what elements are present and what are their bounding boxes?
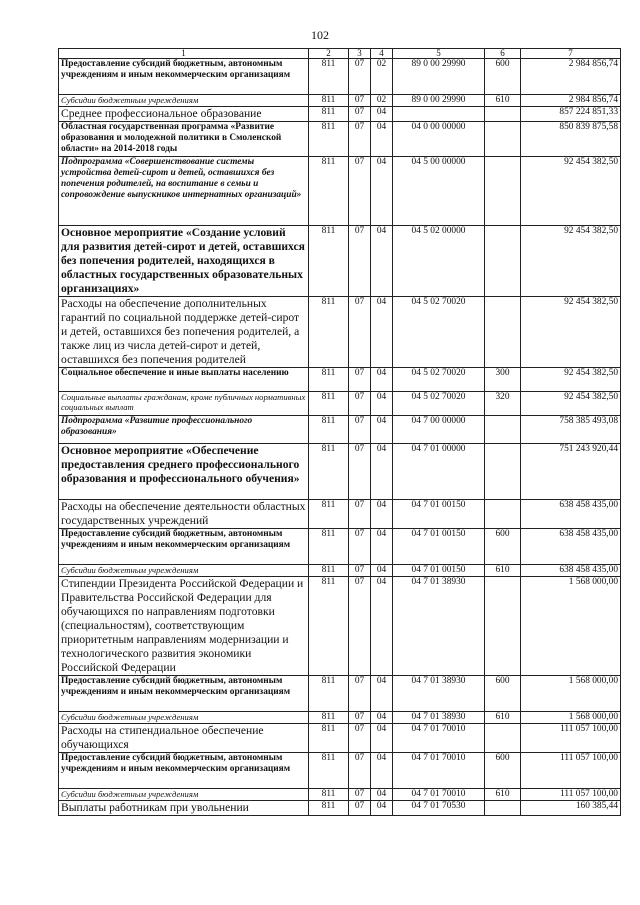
section-code-cell: 07 [349, 416, 371, 444]
row-name-cell: Социальное обеспечение и иные выплаты населению [59, 368, 309, 392]
expense-type-cell [485, 444, 521, 500]
row-name-cell: Подпрограмма «Совершенствование системы устройства детей-сирот и детей, оставшихся без попечения родителей, на воспитание в семьи и сопровождение выпускников интернатных организаций» [59, 157, 309, 226]
section-code-cell: 07 [349, 789, 371, 801]
table-row [59, 789, 621, 801]
subsection-code-cell: 04 [371, 724, 393, 753]
row-name-cell: Расходы на стипендиальное обеспечение обучающихся [59, 724, 309, 753]
row-name-cell: Субсидии бюджетным учреждениям [59, 95, 309, 107]
subsection-code-cell: 04 [371, 444, 393, 500]
expense-type-cell [485, 107, 521, 122]
subsection-code-cell: 04 [371, 122, 393, 157]
row-name-cell: Субсидии бюджетным учреждениям [59, 712, 309, 724]
expense-type-cell: 600 [485, 676, 521, 712]
section-code-cell: 07 [349, 676, 371, 712]
header-cell: 1 [59, 49, 309, 59]
section-code-cell: 07 [349, 59, 371, 95]
amount-cell: 92 454 382,50 [521, 392, 621, 416]
header-cell: 6 [485, 49, 521, 59]
ministry-code-cell: 811 [309, 565, 349, 577]
ministry-code-cell: 811 [309, 122, 349, 157]
expense-type-cell [485, 226, 521, 297]
ministry-code-cell: 811 [309, 95, 349, 107]
ministry-code-cell: 811 [309, 297, 349, 368]
amount-cell: 638 458 435,00 [521, 500, 621, 529]
ministry-code-cell: 811 [309, 712, 349, 724]
table-row [59, 392, 621, 416]
subsection-code-cell: 04 [371, 368, 393, 392]
section-code-cell: 07 [349, 565, 371, 577]
expense-type-cell: 300 [485, 368, 521, 392]
row-name-cell: Социальные выплаты гражданам, кроме публичных нормативных социальных выплат [59, 392, 309, 416]
target-article-cell: 04 7 01 00150 [393, 565, 485, 577]
budget-table [58, 48, 621, 816]
target-article-cell: 89 0 00 29990 [393, 59, 485, 95]
target-article-cell: 04 7 01 38930 [393, 712, 485, 724]
section-code-cell: 07 [349, 95, 371, 107]
target-article-cell: 04 7 01 70010 [393, 724, 485, 753]
row-name-cell: Расходы на обеспечение деятельности областных государственных учреждений [59, 500, 309, 529]
table-row [59, 444, 621, 500]
table-row [59, 529, 621, 565]
amount-cell: 111 057 100,00 [521, 753, 621, 789]
row-name-cell: Выплаты работникам при увольнении [59, 801, 309, 816]
amount-cell: 160 385,44 [521, 801, 621, 816]
row-name-cell: Среднее профессиональное образование [59, 107, 309, 122]
table-row [59, 801, 621, 816]
section-code-cell: 07 [349, 753, 371, 789]
page-number: 102 [311, 28, 329, 42]
table-row [59, 297, 621, 368]
table-row [59, 226, 621, 297]
subsection-code-cell: 04 [371, 789, 393, 801]
expense-type-cell [485, 416, 521, 444]
expense-type-cell [485, 500, 521, 529]
subsection-code-cell: 04 [371, 416, 393, 444]
section-code-cell: 07 [349, 529, 371, 565]
ministry-code-cell: 811 [309, 724, 349, 753]
row-name-cell: Основное мероприятие «Создание условий для развития детей-сирот и детей, оставшихся без попечения родителей, находящихся в областных государственных образовательных организациях» [59, 226, 309, 297]
expense-type-cell: 610 [485, 95, 521, 107]
row-name-cell: Предоставление субсидий бюджетным, автономным учреждениям и иным некоммерческим организациям [59, 753, 309, 789]
target-article-cell: 04 0 00 00000 [393, 122, 485, 157]
section-code-cell: 07 [349, 444, 371, 500]
row-name-cell: Основное мероприятие «Обеспечение предоставления среднего профессионального образования и профессионального обучения» [59, 444, 309, 500]
subsection-code-cell: 04 [371, 565, 393, 577]
section-code-cell: 07 [349, 500, 371, 529]
ministry-code-cell: 811 [309, 392, 349, 416]
target-article-cell: 04 5 02 70020 [393, 392, 485, 416]
expense-type-cell [485, 724, 521, 753]
subsection-code-cell: 04 [371, 107, 393, 122]
amount-cell: 850 839 875,58 [521, 122, 621, 157]
target-article-cell: 04 7 01 38930 [393, 577, 485, 676]
row-name-cell: Предоставление субсидий бюджетным, автономным учреждениям и иным некоммерческим организациям [59, 676, 309, 712]
header-cell: 3 [349, 49, 371, 59]
amount-cell: 2 984 856,74 [521, 59, 621, 95]
ministry-code-cell: 811 [309, 500, 349, 529]
expense-type-cell: 600 [485, 753, 521, 789]
target-article-cell: 04 7 01 00150 [393, 529, 485, 565]
expense-type-cell: 600 [485, 529, 521, 565]
ministry-code-cell: 811 [309, 789, 349, 801]
header-cell: 2 [309, 49, 349, 59]
amount-cell: 1 568 000,00 [521, 676, 621, 712]
target-article-cell [393, 107, 485, 122]
table-row [59, 565, 621, 577]
ministry-code-cell: 811 [309, 107, 349, 122]
amount-cell: 92 454 382,50 [521, 157, 621, 226]
ministry-code-cell: 811 [309, 444, 349, 500]
expense-type-cell [485, 157, 521, 226]
row-name-cell: Предоставление субсидий бюджетным, автономным учреждениям и иным некоммерческим организациям [59, 529, 309, 565]
target-article-cell: 04 7 01 70010 [393, 753, 485, 789]
expense-type-cell: 610 [485, 789, 521, 801]
row-name-cell: Предоставление субсидий бюджетным, автономным учреждениям и иным некоммерческим организациям [59, 59, 309, 95]
amount-cell: 758 385 493,08 [521, 416, 621, 444]
amount-cell: 92 454 382,50 [521, 368, 621, 392]
table-row [59, 577, 621, 676]
table-row [59, 724, 621, 753]
table-row [59, 95, 621, 107]
section-code-cell: 07 [349, 368, 371, 392]
subsection-code-cell: 04 [371, 297, 393, 368]
subsection-code-cell: 04 [371, 392, 393, 416]
section-code-cell: 07 [349, 107, 371, 122]
expense-type-cell [485, 297, 521, 368]
table-row [59, 107, 621, 122]
row-name-cell: Расходы на обеспечение дополнительных гарантий по социальной поддержке детей-сирот и детей, оставшихся без попечения родителей, а также лиц из числа детей-сирот и детей, оставшихся без попечения родителей [59, 297, 309, 368]
target-article-cell: 04 7 01 00000 [393, 444, 485, 500]
table-row [59, 416, 621, 444]
section-code-cell: 07 [349, 226, 371, 297]
amount-cell: 638 458 435,00 [521, 565, 621, 577]
section-code-cell: 07 [349, 392, 371, 416]
section-code-cell: 07 [349, 157, 371, 226]
amount-cell: 638 458 435,00 [521, 529, 621, 565]
ministry-code-cell: 811 [309, 416, 349, 444]
target-article-cell: 04 7 01 70530 [393, 801, 485, 816]
ministry-code-cell: 811 [309, 676, 349, 712]
amount-cell: 92 454 382,50 [521, 297, 621, 368]
target-article-cell: 04 7 00 00000 [393, 416, 485, 444]
ministry-code-cell: 811 [309, 529, 349, 565]
amount-cell: 857 224 851,33 [521, 107, 621, 122]
table-row [59, 753, 621, 789]
table-row [59, 368, 621, 392]
ministry-code-cell: 811 [309, 157, 349, 226]
amount-cell: 111 057 100,00 [521, 724, 621, 753]
ministry-code-cell: 811 [309, 577, 349, 676]
table-row [59, 59, 621, 95]
target-article-cell: 04 5 02 70020 [393, 297, 485, 368]
ministry-code-cell: 811 [309, 59, 349, 95]
expense-type-cell: 610 [485, 565, 521, 577]
header-cell: 7 [521, 49, 621, 59]
subsection-code-cell: 04 [371, 157, 393, 226]
table-row [59, 157, 621, 226]
subsection-code-cell: 04 [371, 801, 393, 816]
subsection-code-cell: 04 [371, 500, 393, 529]
amount-cell: 1 568 000,00 [521, 712, 621, 724]
amount-cell: 111 057 100,00 [521, 789, 621, 801]
expense-type-cell [485, 801, 521, 816]
target-article-cell: 89 0 00 29990 [393, 95, 485, 107]
row-name-cell: Субсидии бюджетным учреждениям [59, 789, 309, 801]
subsection-code-cell: 04 [371, 226, 393, 297]
subsection-code-cell: 04 [371, 753, 393, 789]
section-code-cell: 07 [349, 801, 371, 816]
target-article-cell: 04 5 02 70020 [393, 368, 485, 392]
row-name-cell: Субсидии бюджетным учреждениям [59, 565, 309, 577]
table-header-row [59, 49, 621, 59]
ministry-code-cell: 811 [309, 753, 349, 789]
row-name-cell: Стипендии Президента Российской Федерации и Правительства Российской Федерации для обучающихся по направлениям подготовки (специальностям), соответствующим приоритетным направлениям модернизации и технологического развития экономики Российской Федерации [59, 577, 309, 676]
target-article-cell: 04 7 01 00150 [393, 500, 485, 529]
target-article-cell: 04 5 02 00000 [393, 226, 485, 297]
amount-cell: 2 984 856,74 [521, 95, 621, 107]
header-cell: 5 [393, 49, 485, 59]
amount-cell: 751 243 920,44 [521, 444, 621, 500]
subsection-code-cell: 02 [371, 59, 393, 95]
subsection-code-cell: 04 [371, 529, 393, 565]
subsection-code-cell: 04 [371, 676, 393, 712]
amount-cell: 1 568 000,00 [521, 577, 621, 676]
row-name-cell: Областная государственная программа «Развитие образования и молодежной политики в Смоленской области» на 2014-2018 годы [59, 122, 309, 157]
section-code-cell: 07 [349, 724, 371, 753]
table-row [59, 676, 621, 712]
target-article-cell: 04 5 00 00000 [393, 157, 485, 226]
section-code-cell: 07 [349, 297, 371, 368]
section-code-cell: 07 [349, 122, 371, 157]
subsection-code-cell: 04 [371, 712, 393, 724]
subsection-code-cell: 04 [371, 577, 393, 676]
ministry-code-cell: 811 [309, 368, 349, 392]
target-article-cell: 04 7 01 70010 [393, 789, 485, 801]
row-name-cell: Подпрограмма «Развитие профессионального образования» [59, 416, 309, 444]
section-code-cell: 07 [349, 712, 371, 724]
header-cell: 4 [371, 49, 393, 59]
ministry-code-cell: 811 [309, 801, 349, 816]
expense-type-cell: 600 [485, 59, 521, 95]
ministry-code-cell: 811 [309, 226, 349, 297]
amount-cell: 92 454 382,50 [521, 226, 621, 297]
target-article-cell: 04 7 01 38930 [393, 676, 485, 712]
section-code-cell: 07 [349, 577, 371, 676]
expense-type-cell: 610 [485, 712, 521, 724]
table-row [59, 712, 621, 724]
expense-type-cell: 320 [485, 392, 521, 416]
subsection-code-cell: 02 [371, 95, 393, 107]
expense-type-cell [485, 577, 521, 676]
table-row [59, 500, 621, 529]
table-row [59, 122, 621, 157]
expense-type-cell [485, 122, 521, 157]
